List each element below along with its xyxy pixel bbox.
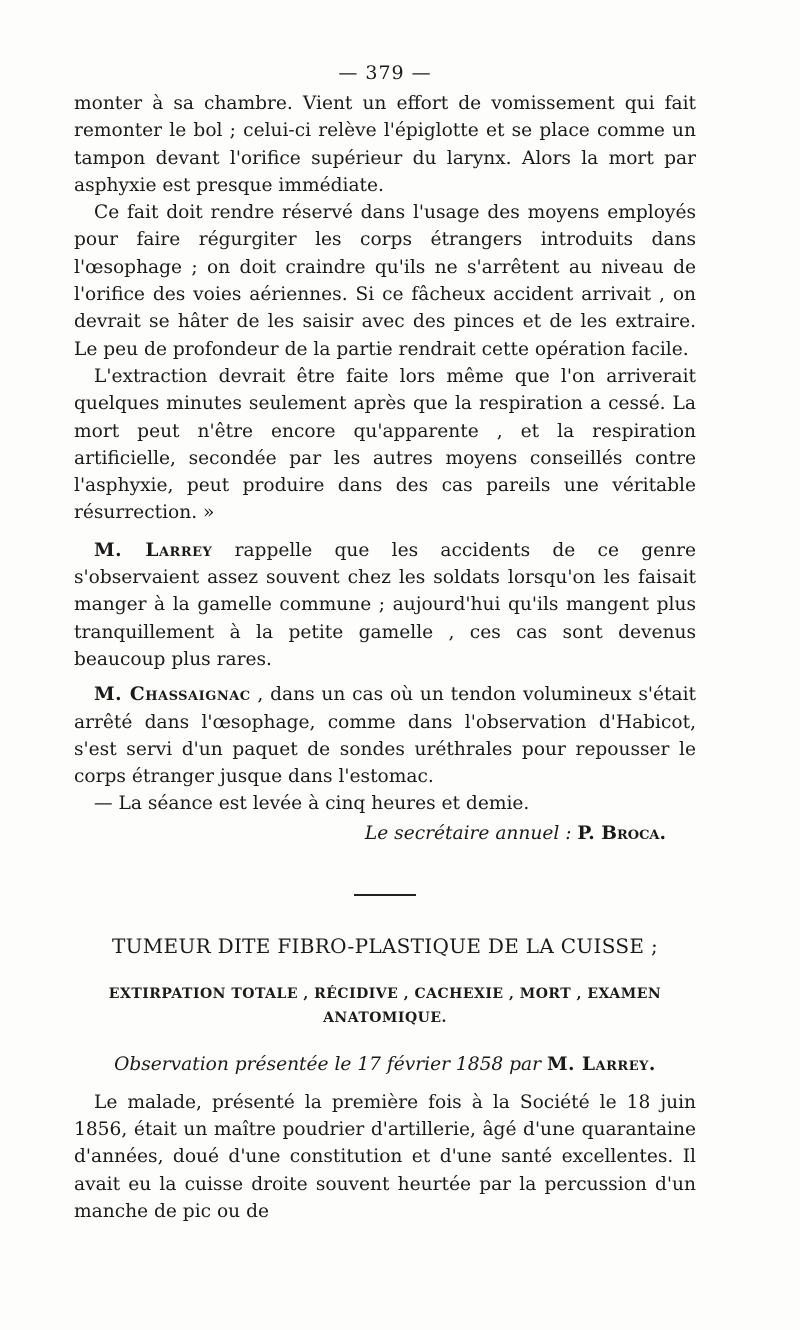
paragraph [74, 681, 696, 790]
paragraph: monter à sa chambre. Vient un effort de vomissement qui fait remonter le bol ; celui-ci relève l'épiglotte et se place comme un tampon devant l'orifice supérieur du larynx. Alors la mort par asphyxie est presque immédiate. [74, 93, 696, 196]
paragraph-text: rappelle que les accidents de ce genre s'observaient assez souvent chez les soldats lorsqu'on les faisait manger à la gamelle commune ; aujourd'hui qu'ils mangent plus tranquillement à la petite gamelle , ces cas sont devenus beaucoup plus rares. [74, 539, 696, 670]
paragraph [74, 537, 696, 673]
speaker-name: M. Chassaignac [94, 684, 251, 706]
paragraph: Ce fait doit rendre réservé dans l'usage des moyens employés pour faire régurgiter les corps étrangers introduits dans l'œsophage ; on doit craindre qu'ils ne s'arrêtent au niveau de l'orifice des voies aériennes. Si ce fâcheux accident arrivait , on devrait se hâter de les saisir avec des pinces et de les extraire. Le peu de profondeur de la partie rendrait cette opération facile. [74, 202, 696, 360]
paragraph-text: , dans un cas où un tendon volumineux s'était arrêté dans l'œsophage, comme dans l'observation d'Habicot, s'est servi d'un paquet de sondes uréthrales pour repousser le corps étranger jusque dans l'estomac. [74, 684, 696, 788]
page-number: — 379 — [338, 62, 432, 84]
speaker-name: M. Larrey [94, 539, 213, 561]
observation-author: M. Larrey. [546, 1053, 656, 1075]
paragraph: L'extraction devrait être faite lors même que l'on arriverait quelques minutes seulement après que la respiration a cessé. La mort peut n'être encore qu'apparente , et la respiration artificielle, secondée par les autres moyens conseillés contre l'asphyxie, peut produire dans des cas pareils une véritable résurrection. » [74, 365, 696, 524]
signature [74, 820, 696, 848]
page [74, 62, 696, 1225]
article-subtitle: EXTIRPATION TOTALE , RÉCIDIVE , CACHEXIE , MORT , EXAMEN ANATOMIQUE. [108, 985, 662, 1026]
article-body: Le malade, présenté la première fois à la Société le 18 juin 1856, était un maître poudrier d'artillerie, âgé d'une quarantaine d'années, doué d'une constitution et d'une santé excellentes. Il avait eu la cuisse droite souvent heurtée par la percussion d'un manche de pic ou de [74, 1091, 696, 1222]
section-divider [354, 894, 416, 896]
signature-role: Le secrétaire annuel : [364, 822, 578, 844]
paragraph: — La séance est levée à cinq heures et demie. [94, 793, 530, 815]
article-title: TUMEUR DITE FIBRO-PLASTIQUE DE LA CUISSE ; [111, 933, 658, 958]
observation-line [74, 1054, 696, 1075]
signature-name: P. Broca. [577, 822, 666, 844]
observation-prefix: Observation présentée le 17 février 1858 par [114, 1053, 547, 1075]
